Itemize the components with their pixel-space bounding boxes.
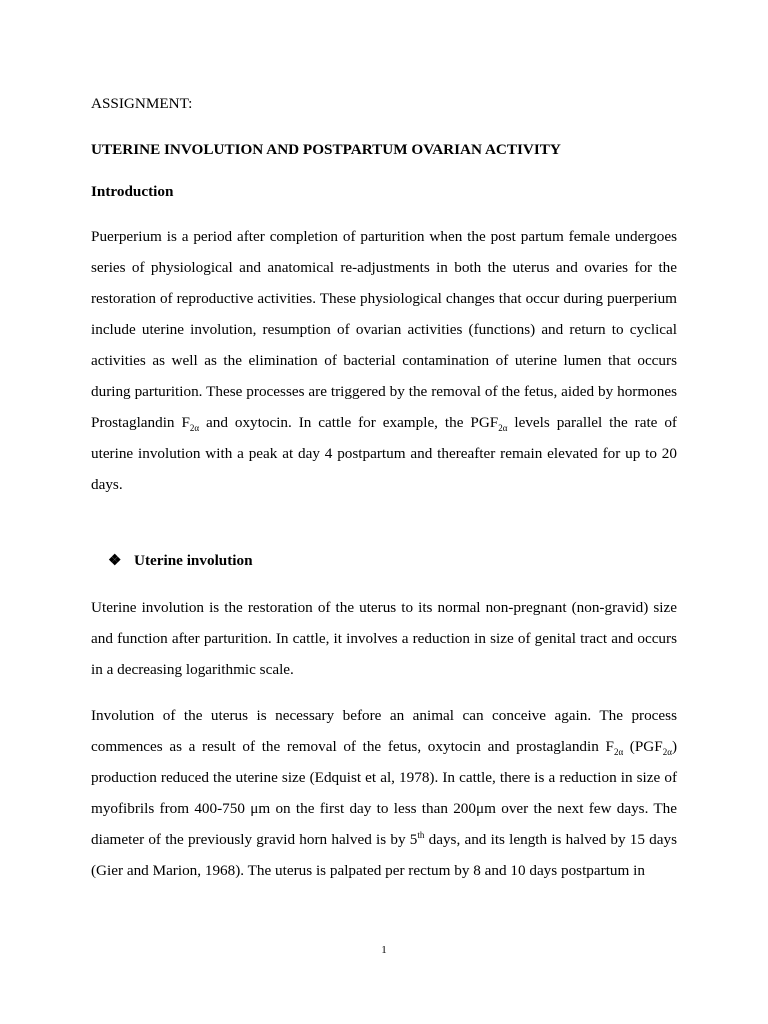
details-text-part-3: ) production reduced the uterine size (Edquist et al, 1978). In cattle, there is a reduction in size of myofibrils from 400-750 μm on the first day to less than 200μm over the next few days. The diameter of the previously gravid horn halved is by 5 bbox=[91, 738, 678, 848]
details-superscript: th bbox=[417, 829, 425, 840]
details-subscript-1: 2α bbox=[613, 747, 624, 758]
details-text-part-4: days, and its length is halved by 15 days (Gier and Marion, 1968). The uterus is palpated per rectum by 8 and 10 days postpartum in bbox=[91, 831, 678, 879]
bullet-heading-label: Uterine involution bbox=[134, 552, 253, 569]
page-number: 1 bbox=[381, 944, 387, 956]
uterine-involution-heading bbox=[108, 545, 694, 576]
intro-subscript-1: 2α bbox=[189, 423, 200, 434]
details-text-part-1: Involution of the uterus is necessary before an animal can conceive again. The process commences as a result of the removal of the fetus, oxytocin and prostaglandin F bbox=[91, 707, 677, 755]
introduction-heading: Introduction bbox=[91, 183, 174, 200]
details-subscript-2: 2α bbox=[662, 747, 672, 758]
introduction-paragraph bbox=[91, 221, 677, 500]
diamond-bullet-icon: ❖ bbox=[108, 552, 122, 569]
intro-text-part-1: Puerperium is a period after completion of parturition when the post partum female undergoes series of physiological and anatomical re-adjustments in both the uterus and ovaries for the restoration of reproductive activities. These physiological changes that occur during puerperium include uterine involution, resumption of ovarian activities (functions) and return to cyclical activities as well as the elimination of bacterial contamination of uterine lumen that occurs during parturition. These processes are triggered by the removal of the fetus, aided by hormones Prostaglandin F bbox=[91, 228, 677, 431]
uterine-involution-definition: Uterine involution is the restoration of the uterus to its normal non-pregnant (non-gravid) size and function after parturition. In cattle, it involves a reduction in size of genital tract and occurs in a decreasing logarithmic scale. bbox=[91, 599, 677, 678]
document-title: UTERINE INVOLUTION AND POSTPARTUM OVARIAN ACTIVITY bbox=[91, 141, 561, 158]
intro-subscript-2: 2α bbox=[498, 423, 508, 434]
involution-details-paragraph bbox=[91, 700, 677, 886]
intro-text-part-3: levels parallel the rate of uterine involution with a peak at day 4 postpartum and thereafter remain elevated for up to 20 days. bbox=[91, 414, 677, 493]
intro-text-part-2: and oxytocin. In cattle for example, the PGF bbox=[199, 414, 499, 431]
assignment-label: ASSIGNMENT: bbox=[91, 95, 193, 112]
details-text-part-2: (PGF bbox=[623, 738, 663, 755]
